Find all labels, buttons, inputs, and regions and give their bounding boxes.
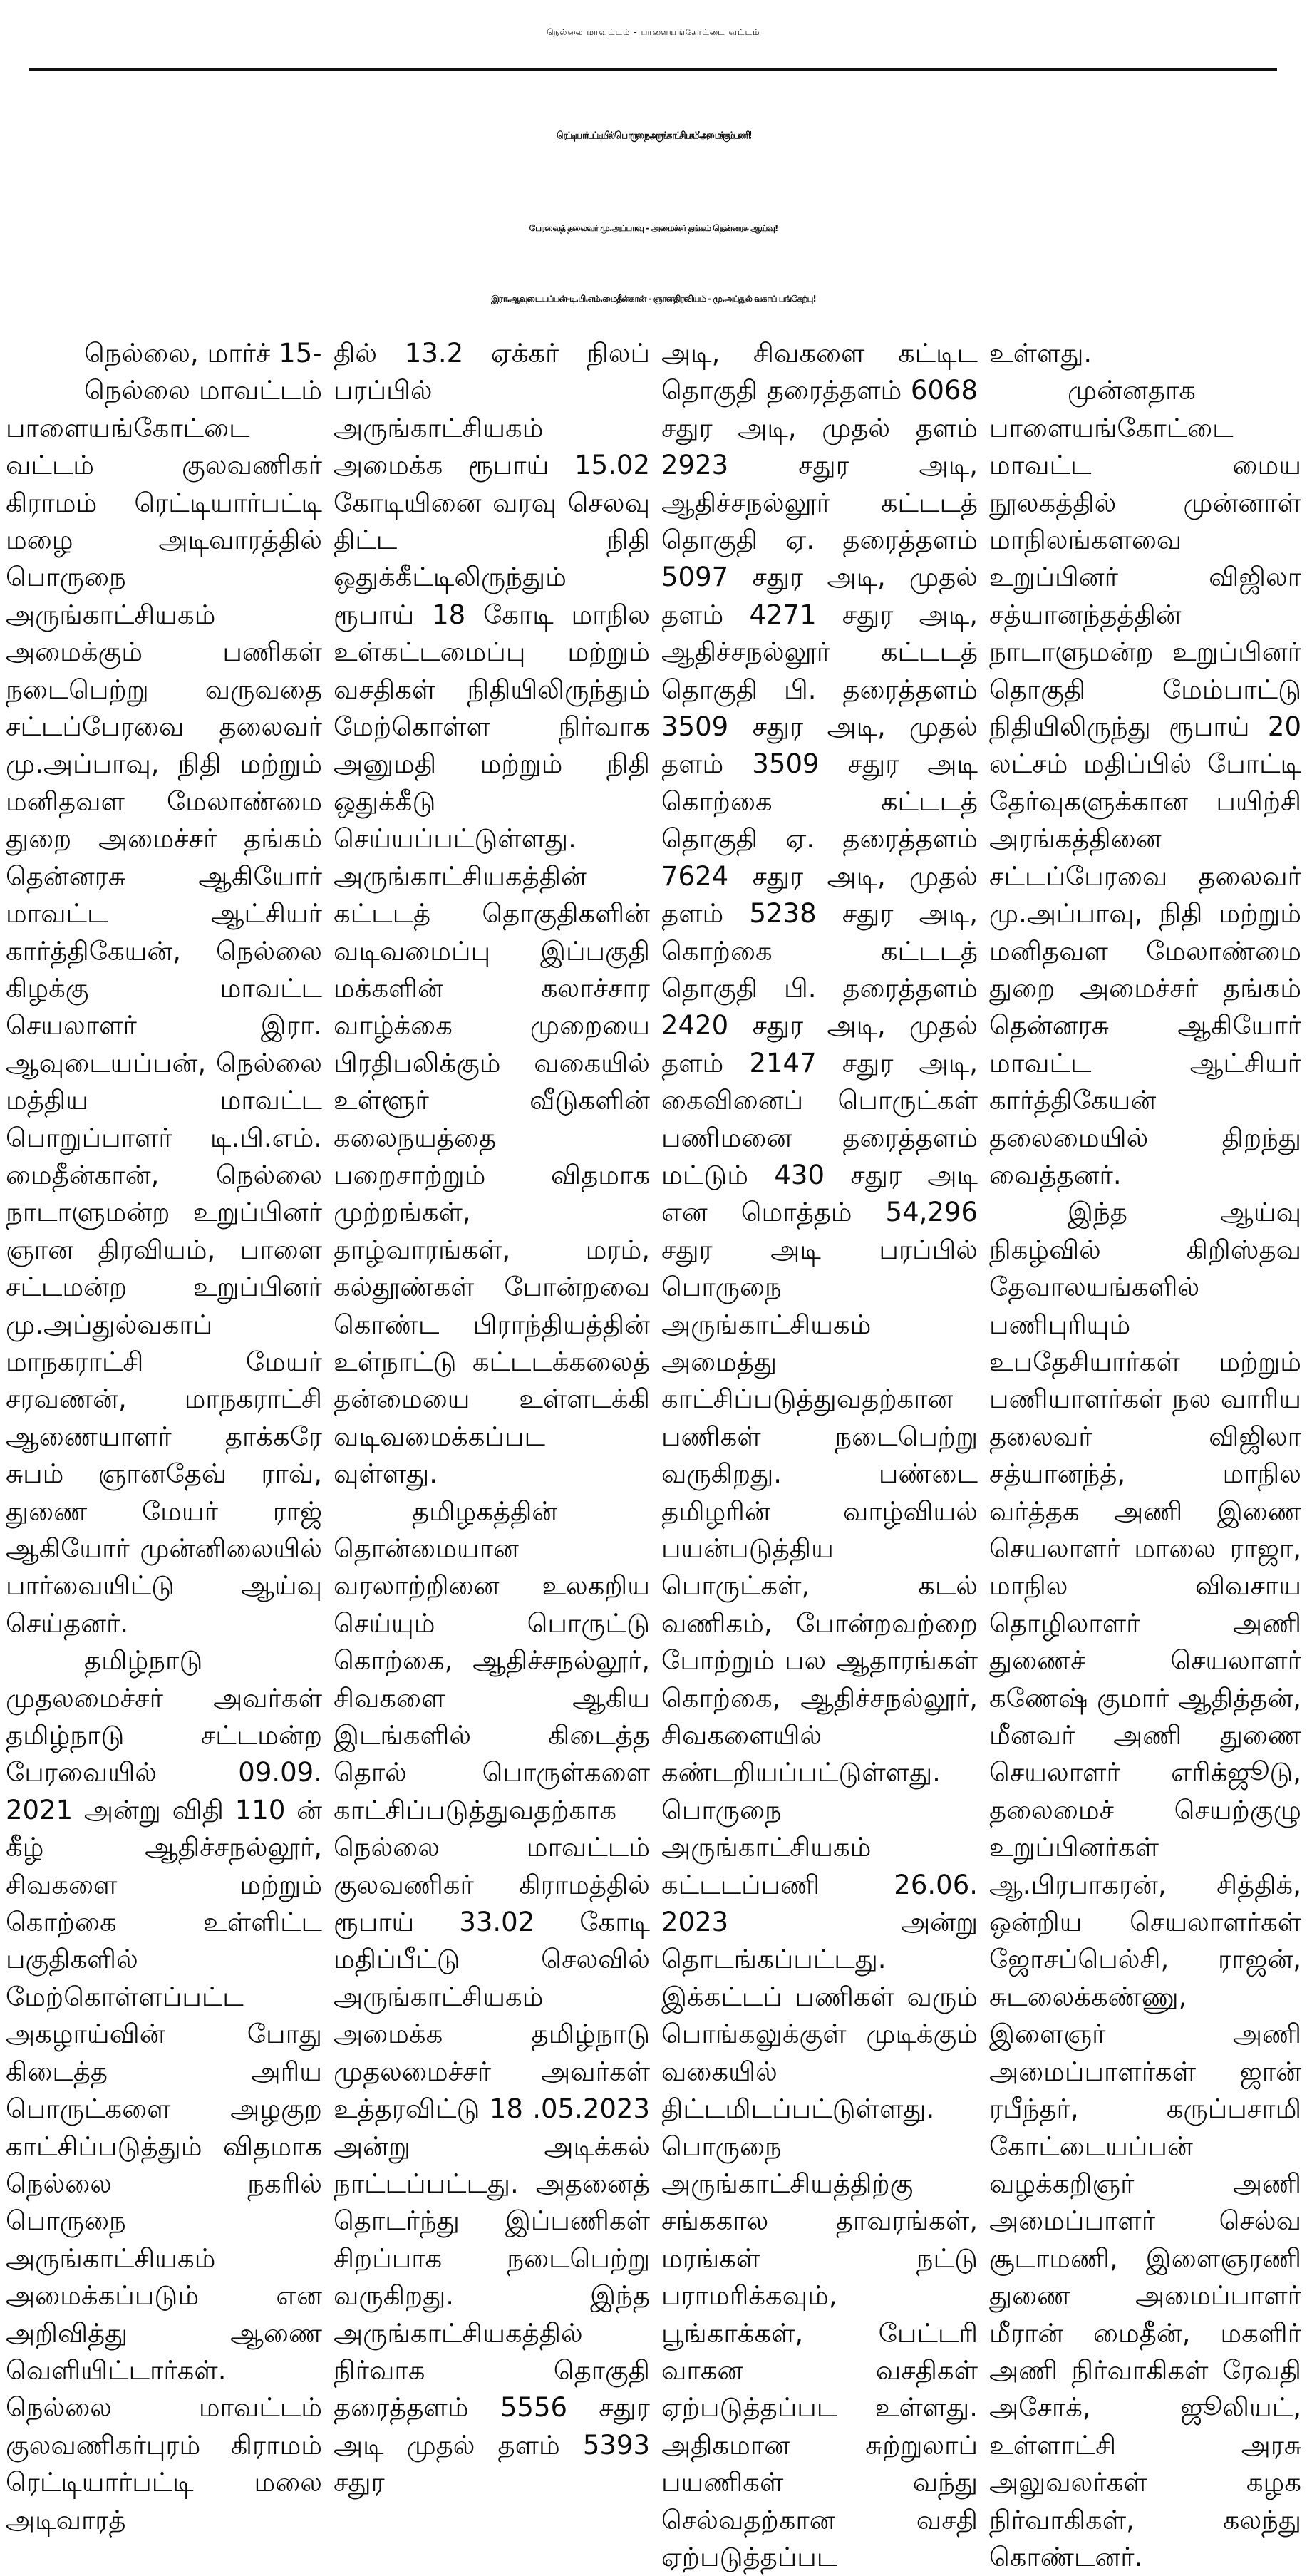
article-body — [6, 335, 1301, 2572]
subheadline-secondary: இரா.ஆவுடையப்பன்-டி.பி.எம்.மைதீன்கான் - ஞானதிரவியம் - மு.அப்துல் வகாப் பங்கேற்பு! — [491, 294, 816, 304]
subheadline-primary: பேரவைத் தலைவர் மு.அப்பாவு - அமைச்சர் தங்கம் தென்னரசு ஆய்வு! — [529, 223, 778, 233]
dateline: நெல்லை, மார்ச் 15- — [84, 338, 322, 369]
paragraph: இந்த ஆய்வு நிகழ்வில் கிறிஸ்தவ தேவாலயங்களில் பணிபுரியும் உபதேசியார்கள் மற்றும் பணியாளர்கள் நல வாரிய தலைவர் விஜிலா சத்யானந்த், மாநில வர்த்தக அணி இணை செயலாளர் மாலை ராஜா, மாநில விவசாய தொழிலாளர் அணி துணைச் செயலாளர் கணேஷ் குமார் ஆதித்தன், மீனவர் அணி துணை செயலாளர் எரிக்ஜூடு, தலைமைச் செயற்குழு உறுப்பினர்கள் ஆ.பிரபாகரன், சித்திக், ஒன்றிய செயலாளர்கள் ஜோசப்பெல்சி, ராஜன், சுடலைக்கண்ணு, இளைஞர் அணி அமைப்பாளர்கள் ஜான் ரபீந்தர், கருப்பசாமி கோட்டையப்பன் வழக்கறிஞர் அணி அமைப்பாளர் செல்வ சூடாமணி, இளைஞரணி துணை அமைப்பாளர் மீரான் மைதீன், மகளிர் அணி நிர்வாகிகள் ரேவதி அசோக், ஜூலியட், உள்ளாட்சி அரசு அலுவலர்கள் கழக நிர்வாகிகள், கலந்து கொண்டனர். — [989, 1197, 1301, 2572]
article-column-2 — [334, 335, 650, 2498]
paragraph: முன்னதாக பாளையங்கோட்டை மாவட்ட மைய நூலகத்தில் முன்னாள் மாநிலங்களவை உறுப்பினர் விஜிலா சத்யானந்தத்தின் நாடாளுமன்ற உறுப்பினர் தொகுதி மேம்பாட்டு நிதியிலிருந்து ரூபாய் 20 லட்சம் மதிப்பில் போட்டி தேர்வுகளுக்கான பயிற்சி அரங்கத்தினை சட்டப்பேரவை தலைவர் மு.அப்பாவு, நிதி மற்றும் மனிதவள மேலாண்மை துறை அமைச்சர் தங்கம் தென்னரசு ஆகியோர் மாவட்ட ஆட்சியர் கார்த்திகேயன் தலைமையில் திறந்து வைத்தனர். — [989, 375, 1301, 1190]
article-column-1 — [6, 335, 322, 2535]
kicker-line: நெல்லை மாவட்டம் - பாளையங்கோட்டை வட்டம் — [547, 27, 760, 37]
article-column-4 — [989, 335, 1301, 2572]
headline: ரெட்டியார் பட்டியில் ‘பொருநை அருங்காட்சியகம்’ அமைக்கும் பணி! — [557, 129, 750, 142]
paragraph: உள்ளது. — [989, 338, 1092, 369]
paragraph: தமிழ்நாடு முதலமைச்சர் அவர்கள் தமிழ்நாடு சட்டமன்ற பேரவையில் 09.09. 2021 அன்று விதி 110 ன் கீழ் ஆதிச்சநல்லூர், சிவகளை மற்றும் கொற்கை உள்ளிட்ட பகுதிகளில் மேற்கொள்ளப்பட்ட அகழாய்வின் போது கிடைத்த அரிய பொருட்களை அழகுற காட்சிப்படுத்தும் விதமாக நெல்லை நகரில் பொருநை அருங்காட்சியகம் அமைக்கப்படும் என அறிவித்து ஆணை வெளியிட்டார்கள். நெல்லை மாவட்டம் குலவணிகர்புரம் கிராமம் ரெட்டியார்பட்டி மலை அடிவாரத் — [6, 1645, 322, 2535]
paragraph: தமிழகத்தின் தொன்மையான வரலாற்றினை உலகறிய செய்யும் பொருட்டு கொற்கை, ஆதிச்சநல்லூர், சிவகளை ஆகிய இடங்களில் கிடைத்த தொல் பொருள்களை காட்சிப்படுத்துவதற்காக நெல்லை மாவட்டம் குலவணிகர் கிராமத்தில் ரூபாய் 33.02 கோடி மதிப்பீட்டு செலவில் அருங்காட்சியகம் அமைக்க தமிழ்நாடு முதலமைச்சர் அவர்கள் உத்தரவிட்டு 18 .05.2023 அன்று அடிக்கல் நாட்டப்பட்டது. அதனைத் தொடர்ந்து இப்பணிகள் சிறப்பாக நடைபெற்று வருகிறது. இந்த அருங்காட்சியகத்தில் நிர்வாக தொகுதி தரைத்தளம் 5556 சதுர அடி முதல் தளம் 5393 சதுர — [334, 1495, 650, 2498]
paragraph: நெல்லை மாவட்டம் பாளையங்கோட்டை வட்டம் குலவணிகர் கிராமம் ரெட்டியார்பட்டி மழை அடிவாரத்தில் பொருநை அருங்காட்சியகம் அமைக்கும் பணிகள் நடைபெற்று வருவதை சட்டப்பேரவை தலைவர் மு.அப்பாவு, நிதி மற்றும் மனிதவள மேலாண்மை துறை அமைச்சர் தங்கம் தென்னரசு ஆகியோர் மாவட்ட ஆட்சியர் கார்த்திகேயன், நெல்லை கிழக்கு மாவட்ட செயலாளர் இரா. ஆவுடையப்பன், நெல்லை மத்திய மாவட்ட பொறுப்பாளர் டி.பி.எம். மைதீன்கான், நெல்லை நாடாளுமன்ற உறுப்பினர் ஞான திரவியம், பாளை சட்டமன்ற உறுப்பினர் மு.அப்துல்வகாப் மாநகராட்சி மேயர் சரவணன், மாநகராட்சி ஆணையாளர் தாக்கரே சுபம் ஞானதேவ் ராவ், துணை மேயர் ராஜ் ஆகியோர் முன்னிலையில் பார்வையிட்டு ஆய்வு செய்தனர். — [6, 375, 322, 1639]
paragraph: தில் 13.2 ஏக்கர் நிலப் பரப்பில் அருங்காட்சியகம் அமைக்க ரூபாய் 15.02 கோடியினை வரவு செலவு திட்ட நிதி ஒதுக்கீட்டிலிருந்தும் ரூபாய் 18 கோடி மாநில உள்கட்டமைப்பு மற்றும் வசதிகள் நிதியிலிருந்தும் மேற்கொள்ள நிர்வாக அனுமதி மற்றும் நிதி ஒதுக்கீடு செய்யப்பட்டுள்ளது. அருங்காட்சியகத்தின் கட்டடத் தொகுதிகளின் வடிவமைப்பு இப்பகுதி மக்களின் கலாச்சார வாழ்க்கை முறையை பிரதிபலிக்கும் வகையில் உள்ளூர் வீடுகளின் கலைநயத்தை பறைசாற்றும் விதமாக முற்றங்கள், தாழ்வாரங்கள், மரம், கல்தூண்கள் போன்றவை கொண்ட பிராந்தியத்தின் உள்நாட்டு கட்டடக்கலைத் தன்மையை உள்ளடக்கி வடிவமைக்கப்பட வுள்ளது. — [334, 338, 650, 1490]
article-column-3 — [661, 335, 978, 2572]
paragraph: அடி, சிவகளை கட்டிட தொகுதி தரைத்தளம் 6068 சதுர அடி, முதல் தளம் 2923 சதுர அடி, ஆதிச்சநல்லூர் கட்டடத் தொகுதி ஏ. தரைத்தளம் 5097 சதுர அடி, முதல் தளம் 4271 சதுர அடி, ஆதிச்சநல்லூர் கட்டடத் தொகுதி பி. தரைத்தளம் 3509 சதுர அடி, முதல் தளம் 3509 சதுர அடி கொற்கை கட்டடத் தொகுதி ஏ. தரைத்தளம் 7624 சதுர அடி, முதல் தளம் 5238 சதுர அடி, கொற்கை கட்டடத் தொகுதி பி. தரைத்தளம் 2420 சதுர அடி, முதல் தளம் 2147 சதுர அடி, கைவினைப் பொருட்கள் பணிமனை தரைத்தளம் மட்டும் 430 சதுர அடி என மொத்தம் 54,296 சதுர அடி பரப்பில் பொருநை அருங்காட்சியகம் அமைத்து காட்சிப்படுத்துவதற்கான பணிகள் நடைபெற்று வருகிறது. பண்டை தமிழரின் வாழ்வியல் பயன்படுத்திய பொருட்கள், கடல் வணிகம், போன்றவற்றை போற்றும் பல ஆதாரங்கள் கொற்கை, ஆதிச்சநல்லூர், சிவகளையில் கண்டறியப்பட்டுள்ளது. பொருநை அருங்காட்சியகம் கட்டடப்பணி 26.06. 2023 அன்று தொடங்கப்பட்டது. இக்கட்டப் பணிகள் வரும் பொங்கலுக்குள் முடிக்கும் வகையில் திட்டமிடப்பட்டுள்ளது. பொருநை அருங்காட்சியத்திற்கு சங்ககால தாவரங்கள், மரங்கள் நட்டு பராமரிக்கவும், பூங்காக்கள், பேட்டரி வாகன வசதிகள் ஏற்படுத்தப்பட உள்ளது. அதிகமான சுற்றுலாப் பயணிகள் வந்து செல்வதற்கான வசதி ஏற்படுத்தப்பட — [661, 338, 978, 2572]
